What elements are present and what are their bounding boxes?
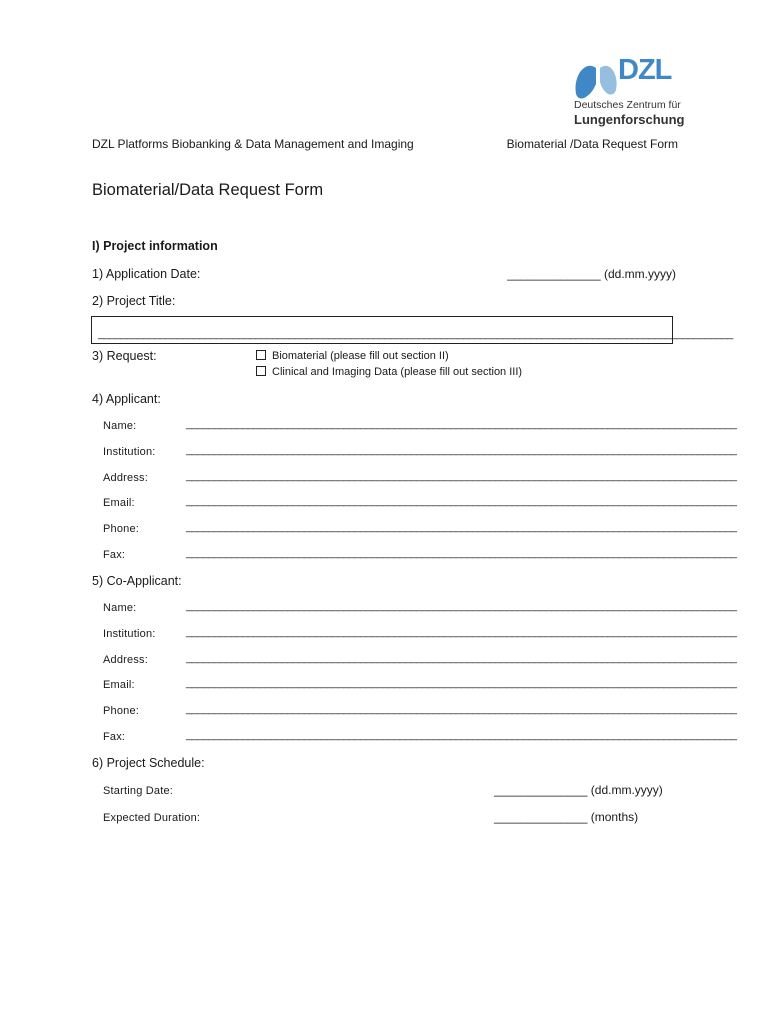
applicant-phone-field[interactable]: __________________________________________________________________________________________________ (186, 521, 737, 533)
coapplicant-phone-field[interactable]: __________________________________________________________________________________________________ (186, 703, 737, 715)
logo-line1: Deutsches Zentrum für (574, 99, 681, 111)
option-label: Clinical and Imaging Data (please fill out section III) (272, 366, 523, 378)
starting-date-label: Starting Date: (103, 785, 174, 797)
applicant-phone-label: Phone: (103, 523, 140, 535)
duration-label: Expected Duration: (103, 812, 201, 824)
applicant-email-label: Email: (103, 497, 135, 509)
coapplicant-phone-label: Phone: (103, 705, 140, 717)
applicant-fax-field[interactable]: __________________________________________________________________________________________________ (186, 547, 737, 559)
coapplicant-address-field[interactable]: __________________________________________________________________________________________________ (186, 652, 737, 664)
applicant-institution-field[interactable]: __________________________________________________________________________________________________ (186, 444, 737, 456)
project-title-line: _________________________________________________________________________________________________________________ (98, 328, 733, 340)
section-heading: I) Project information (92, 239, 218, 253)
option-label: Biomaterial (please fill out section II) (272, 350, 449, 362)
coapplicant-email-field[interactable]: __________________________________________________________________________________________________ (186, 677, 737, 689)
request-option-biomaterial[interactable] (256, 350, 449, 362)
header-right: Biomaterial /Data Request Form (506, 137, 678, 151)
logo-line2: Lungenforschung (574, 112, 685, 127)
checkbox-icon[interactable] (256, 366, 266, 376)
application-date-field[interactable]: ______________ (dd.mm.yyyy) (507, 267, 676, 281)
application-date-label: 1) Application Date: (92, 267, 201, 281)
coapplicant-email-label: Email: (103, 679, 135, 691)
coapplicant-address-label: Address: (103, 654, 149, 666)
project-title-field[interactable] (91, 316, 733, 344)
coapplicant-heading: 5) Co-Applicant: (92, 574, 182, 588)
page-title: Biomaterial/Data Request Form (92, 181, 324, 199)
coapplicant-name-label: Name: (103, 602, 137, 614)
duration-field[interactable]: ______________ (months) (494, 810, 639, 824)
applicant-name-label: Name: (103, 420, 137, 432)
dzl-logo (574, 50, 684, 130)
coapplicant-fax-label: Fax: (103, 731, 126, 743)
applicant-name-field[interactable]: __________________________________________________________________________________________________ (186, 418, 737, 430)
applicant-address-label: Address: (103, 472, 149, 484)
coapplicant-name-field[interactable]: __________________________________________________________________________________________________ (186, 600, 737, 612)
logo-brand: DZL (618, 54, 672, 86)
header-left: DZL Platforms Biobanking & Data Management and Imaging (92, 137, 414, 151)
coapplicant-institution-label: Institution: (103, 628, 156, 640)
request-option-clinical-data[interactable] (256, 366, 522, 378)
schedule-heading: 6) Project Schedule: (92, 756, 205, 770)
applicant-email-field[interactable]: __________________________________________________________________________________________________ (186, 495, 737, 507)
checkbox-icon[interactable] (256, 350, 266, 360)
applicant-heading: 4) Applicant: (92, 392, 161, 406)
applicant-address-field[interactable]: __________________________________________________________________________________________________ (186, 470, 737, 482)
starting-date-field[interactable]: ______________ (dd.mm.yyyy) (494, 783, 663, 797)
coapplicant-fax-field[interactable]: __________________________________________________________________________________________________ (186, 729, 737, 741)
project-title-label: 2) Project Title: (92, 294, 176, 308)
applicant-institution-label: Institution: (103, 446, 156, 458)
request-label: 3) Request: (92, 349, 157, 363)
coapplicant-institution-field[interactable]: __________________________________________________________________________________________________ (186, 626, 737, 638)
applicant-fax-label: Fax: (103, 549, 126, 561)
